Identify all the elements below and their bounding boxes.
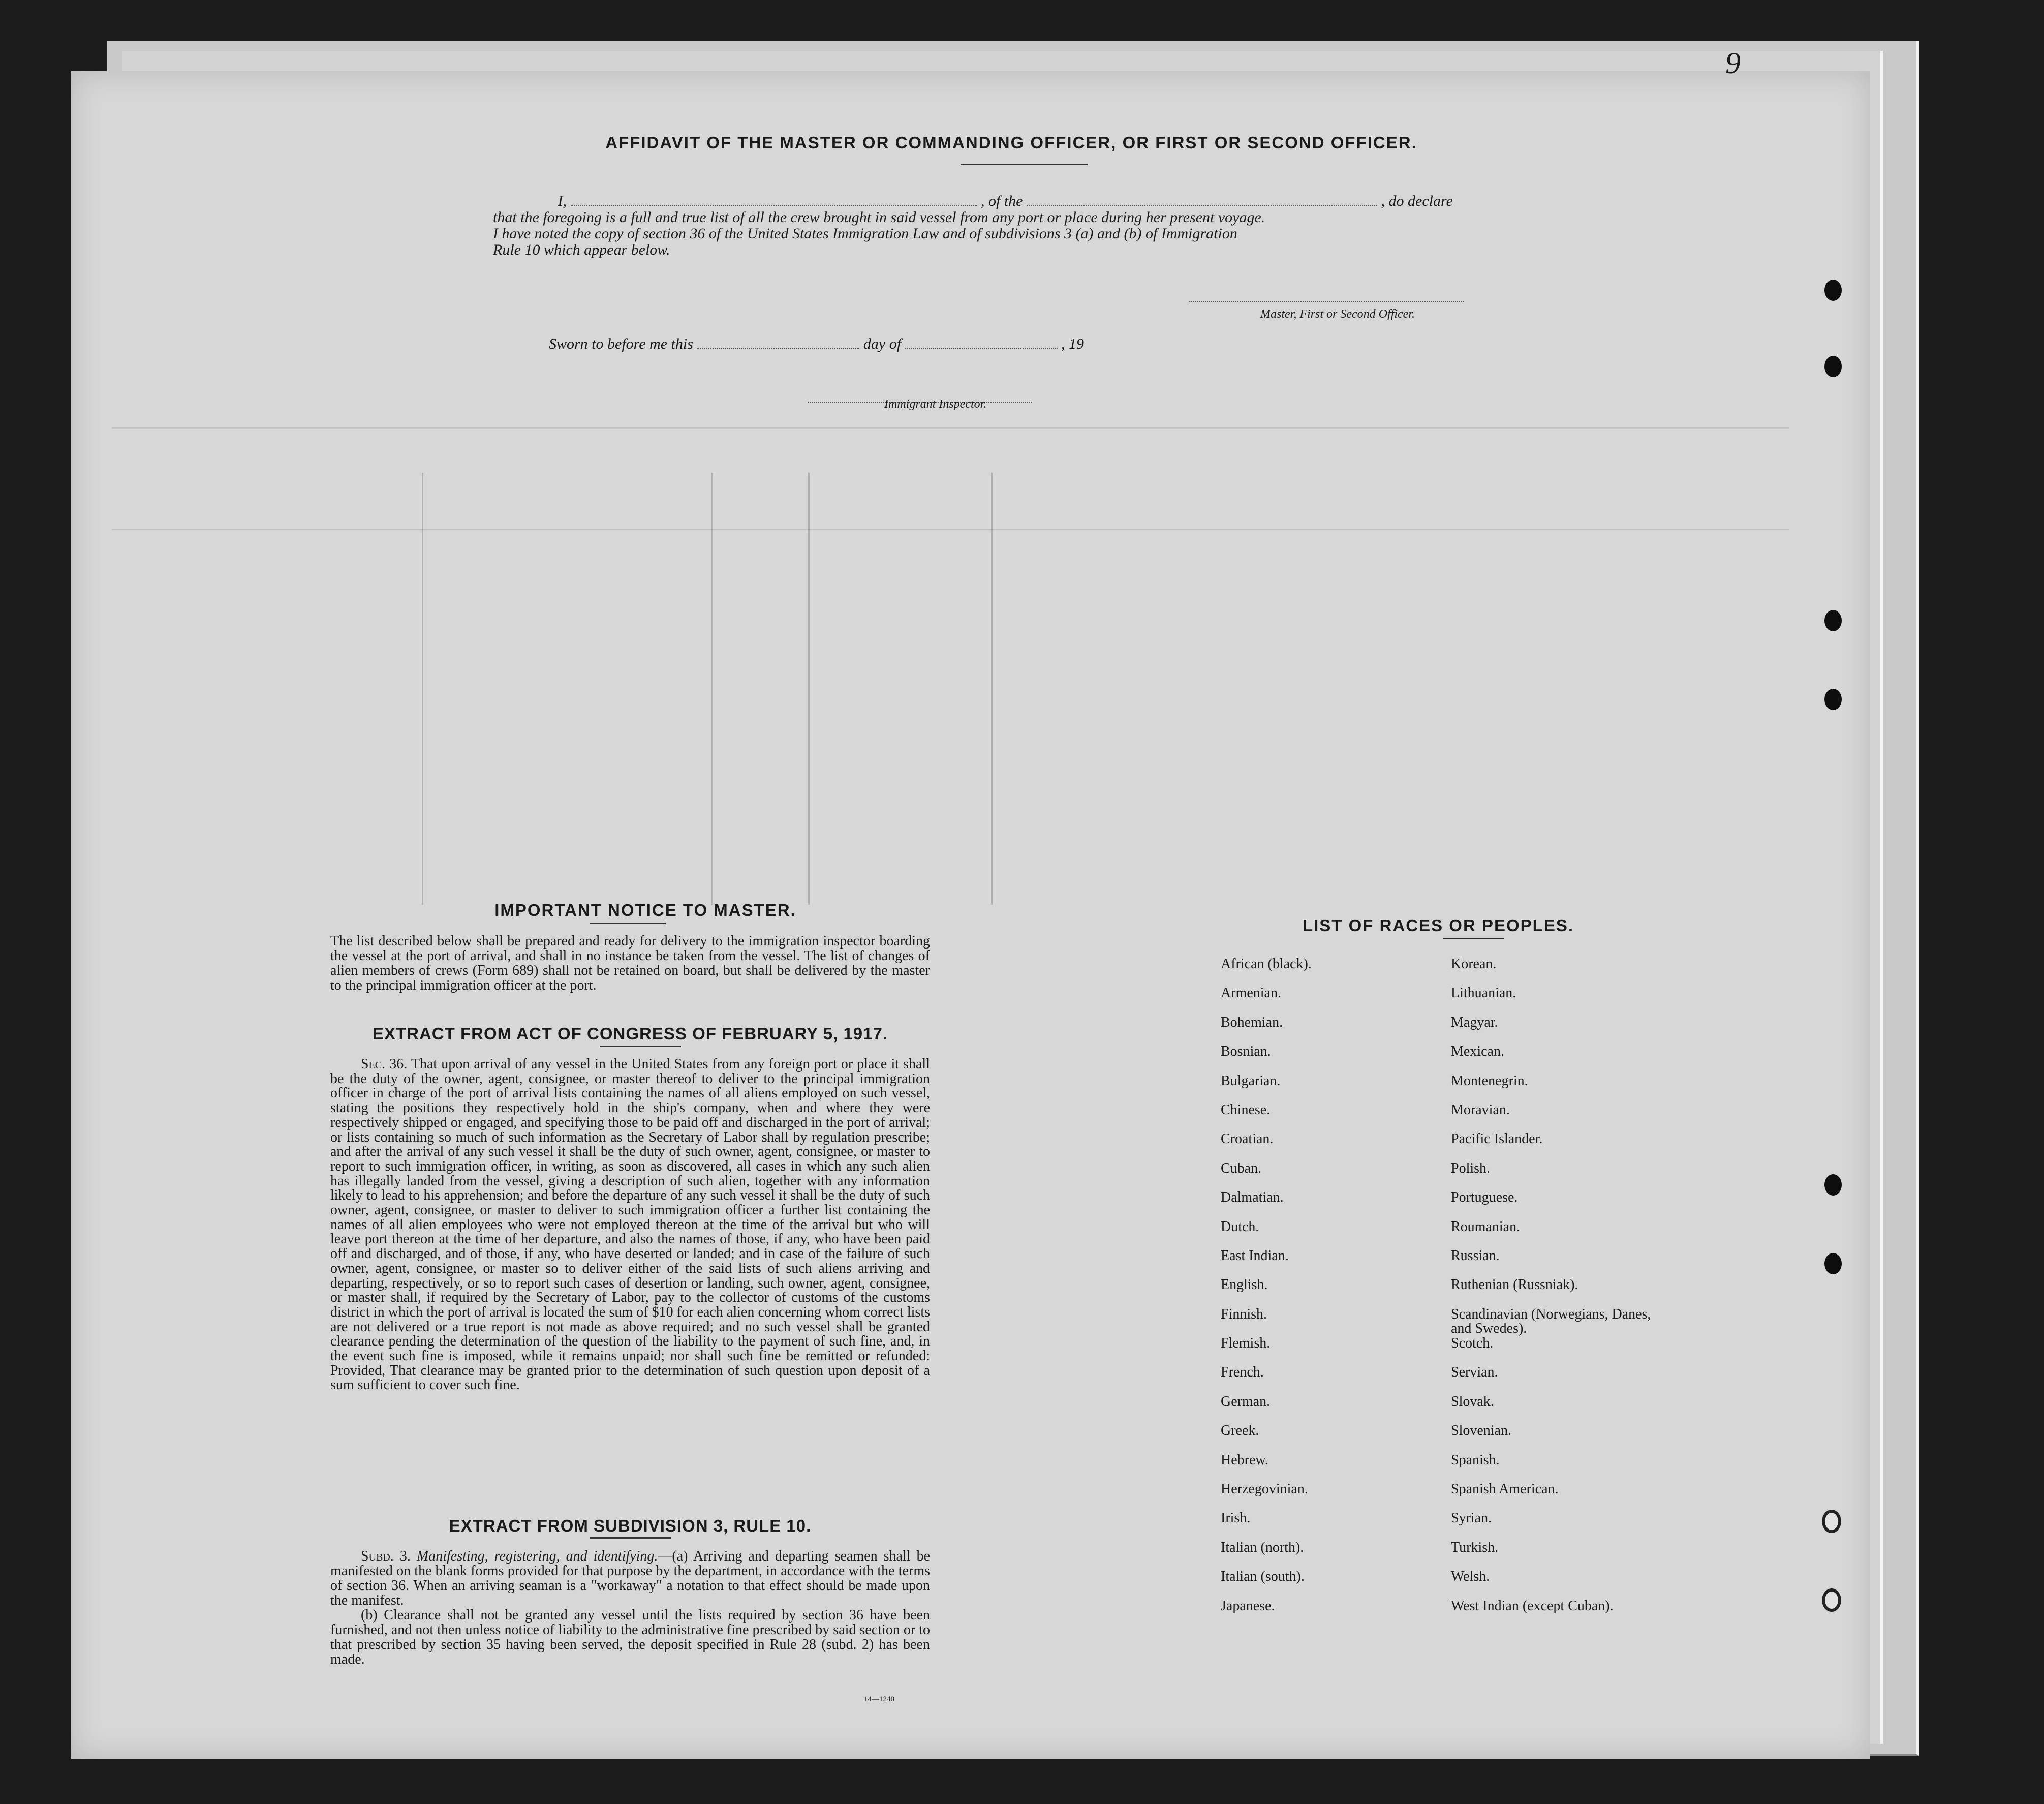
section-36-text (330, 1057, 930, 1393)
subd-label: Subd. 3. (361, 1548, 411, 1564)
affidavit-line-2: that the foregoing is a full and true list of all the crew brought in said vessel from any port or place during her present voyage. (493, 209, 1265, 226)
race-item: Chinese. (1221, 1102, 1271, 1118)
race-item: Pacific Islander. (1451, 1131, 1543, 1147)
notice-text: The list described below shall be prepared and ready for delivery to the immigration inspector boarding the vessel at the port of arrival, and shall in no instance be taken from the vessel. The list of changes of alien members of crews (Form 689) shall not be retained on board, but shall be delivered by the master to the principal immigration officer at the port. (330, 933, 930, 993)
race-item: Lithuanian. (1451, 985, 1516, 1001)
affidavit-of-the: , of the (981, 193, 1023, 209)
binding-hole (1824, 280, 1842, 301)
extract-rule-underline (590, 1537, 671, 1539)
form-number: 14—1240 (864, 1695, 894, 1703)
race-item: Korean. (1451, 956, 1497, 972)
affidavit-body (493, 193, 1494, 258)
binding-hole (1824, 1253, 1842, 1274)
bleed-through-rule (112, 427, 1789, 429)
race-item: Hebrew. (1221, 1452, 1268, 1468)
sworn-year: , 19 (1061, 335, 1085, 352)
race-item: Croatian. (1221, 1131, 1274, 1147)
races-title: LIST OF RACES OR PEOPLES. (1302, 916, 1574, 935)
sworn-day-field[interactable] (697, 348, 859, 349)
affidavit-title: AFFIDAVIT OF THE MASTER OR COMMANDING OFFICER, OR FIRST OR SECOND OFFICER. (605, 133, 1417, 152)
race-item: Servian. (1451, 1364, 1498, 1381)
race-item: Cuban. (1221, 1160, 1262, 1176)
race-item: Flemish. (1221, 1335, 1271, 1352)
binding-hole (1822, 1510, 1841, 1533)
section-label: Sec. 36. (361, 1056, 408, 1072)
subd-para-b: (b) Clearance shall not be granted any vessel until the lists required by section 36 have been furnished, and not then unless notice of liability to the administrative fine prescribed by said section or to that prescribed by section 35 having been served, the deposit specified in Rule 28 (subd. 2) has been made. (330, 1607, 930, 1667)
race-item: Slovenian. (1451, 1423, 1511, 1439)
race-item: Bulgarian. (1221, 1073, 1281, 1089)
extract-act-underline (600, 1046, 681, 1047)
race-item: Scotch. (1451, 1335, 1494, 1352)
race-item: Magyar. (1451, 1014, 1498, 1030)
race-item: Spanish American. (1451, 1481, 1559, 1497)
race-item: Japanese. (1221, 1598, 1275, 1614)
affidavit-do-declare: , do declare (1381, 193, 1453, 209)
race-item: Dalmatian. (1221, 1189, 1284, 1206)
sworn-row (549, 335, 1159, 353)
extract-rule-title: EXTRACT FROM SUBDIVISION 3, RULE 10. (449, 1516, 812, 1535)
bleed-through-rule (112, 529, 1789, 530)
inspector-label: Immigrant Inspector. (884, 398, 987, 411)
race-item: Italian (south). (1221, 1569, 1305, 1585)
subdivision-text (330, 1549, 930, 1667)
extract-act-title: EXTRACT FROM ACT OF CONGRESS OF FEBRUARY 5, 1917. (372, 1024, 888, 1043)
race-item: Polish. (1451, 1160, 1491, 1176)
affidavit-line-3: I have noted the copy of section 36 of the United States Immigration Law and of subdivisions 3 (a) and (b) of Immigration (493, 225, 1237, 242)
section-body: That upon arrival of any vessel in the United States from any foreign port or place it shall be the duty of the owner, agent, consignee, or master thereof to deliver to the principal immigration officer in charge of the port of arrival lists containing the names of all aliens employed on such vessel, stating the positions they respectively hold in the ship's company, when and where they were respectively shipped or engaged, and specifying those to be paid off and discharged in the port of arrival; or lists containing so much of such information as the Secretary of Labor shall by regulation prescribe; and after the arrival of any such vessel it shall be the duty of such owner, agent, consignee, or master to report to such immigration officer, in writing, as soon as discovered, all cases in which any such alien has illegally landed from the vessel, giving a description of such alien, together with any information likely to lead to his apprehension; and before the departure of any such vessel it shall be the duty of such owner, agent, consignee, or master to deliver to such immigration officer a further list containing the names of all alien employees who were not employed thereon at the time of the arrival but who will leave port thereon at the time of her departure, and also the names of those, if any, who have been paid off and discharged, and of those, if any, who have deserted or landed; and in case of the failure of such owner, agent, consignee, or master so to deliver either of the said lists of such aliens arriving and departing, respectively, or so to report such cases of desertion or landing, such owner, agent, consignee, or master shall, if required by the Secretary of Labor, pay to the collector of customs of the customs district in which the port of arrival is located the sum of $10 for each alien concerning whom correct lists are not delivered or a true report is not made as above required; and no such vessel shall be granted clearance pending the determination of the question of the liability to the payment of such fine, and, in the event such fine is imposed, while it remains unpaid; nor shall such fine be remitted or refunded: Provided, That clearance may be granted prior to the determination of such question upon deposit of a sum sufficient to cover such fine. (330, 1056, 930, 1393)
bleed-column-rule (991, 473, 993, 905)
notice-title: IMPORTANT NOTICE TO MASTER. (494, 901, 796, 920)
race-item: Turkish. (1451, 1539, 1499, 1555)
race-item: Irish. (1221, 1510, 1251, 1526)
race-item: Herzegovinian. (1221, 1481, 1308, 1497)
binding-hole (1824, 356, 1842, 377)
race-item: Spanish. (1451, 1452, 1500, 1468)
race-item: East Indian. (1221, 1247, 1289, 1264)
name-field[interactable] (571, 205, 977, 206)
affidavit-i: I, (558, 193, 567, 209)
race-item: Dutch. (1221, 1218, 1259, 1235)
binding-hole (1824, 610, 1842, 631)
race-item: Italian (north). (1221, 1539, 1304, 1555)
race-item: Finnish. (1221, 1306, 1267, 1322)
affidavit-line-4: Rule 10 which appear below. (493, 241, 670, 258)
race-item: Montenegrin. (1451, 1073, 1528, 1089)
sworn-month-field[interactable] (905, 348, 1058, 349)
races-underline (1443, 938, 1504, 939)
bleed-column-rule (422, 473, 423, 905)
notice-underline (590, 923, 666, 924)
sworn-prefix: Sworn to before me this (549, 335, 693, 352)
binding-hole (1822, 1588, 1841, 1612)
race-item: Mexican. (1451, 1044, 1504, 1060)
race-item: Armenian. (1221, 985, 1281, 1001)
race-item: African (black). (1221, 956, 1312, 972)
race-item: Portuguese. (1451, 1189, 1518, 1206)
race-item: Scandinavian (Norwegians, Danes, and Swedes). (1451, 1306, 1651, 1336)
page-number: 9 (1725, 46, 1741, 80)
binding-hole (1824, 689, 1842, 710)
affidavit-line-1 (493, 193, 1494, 209)
races-column-1 (1221, 957, 1312, 1628)
race-item: Welsh. (1451, 1569, 1490, 1585)
title-underline (961, 164, 1088, 165)
vessel-field[interactable] (1027, 205, 1377, 206)
race-item: West Indian (except Cuban). (1451, 1598, 1614, 1614)
subd-para-a: —(a) Arriving and departing seamen shall be manifested on the blank forms provided for that purpose by the department, in accordance with the terms of section 36. When an arriving seaman is a "workaway" a notation to that effect should be made upon the manifest. (330, 1548, 930, 1608)
binding-hole (1824, 1174, 1842, 1196)
race-item: Russian. (1451, 1247, 1500, 1264)
race-item: Ruthenian (Russniak). (1451, 1277, 1578, 1293)
sworn-day-of: day of (863, 335, 902, 352)
race-item: Bohemian. (1221, 1014, 1283, 1030)
race-item: Syrian. (1451, 1510, 1492, 1526)
signature-line[interactable] (1189, 301, 1464, 302)
race-item: German. (1221, 1393, 1271, 1410)
races-column-2 (1451, 957, 1669, 1628)
bleed-column-rule (808, 473, 810, 905)
race-item: Greek. (1221, 1423, 1259, 1439)
race-item: Bosnian. (1221, 1044, 1271, 1060)
bleed-column-rule (711, 473, 713, 905)
race-item: English. (1221, 1277, 1268, 1293)
race-item: Roumanian. (1451, 1218, 1521, 1235)
subd-heading: Manifesting, registering, and identifying. (416, 1548, 658, 1564)
race-item: Moravian. (1451, 1102, 1510, 1118)
signature-label: Master, First or Second Officer. (1260, 308, 1415, 321)
race-item: Slovak. (1451, 1393, 1494, 1410)
race-item: French. (1221, 1364, 1264, 1381)
